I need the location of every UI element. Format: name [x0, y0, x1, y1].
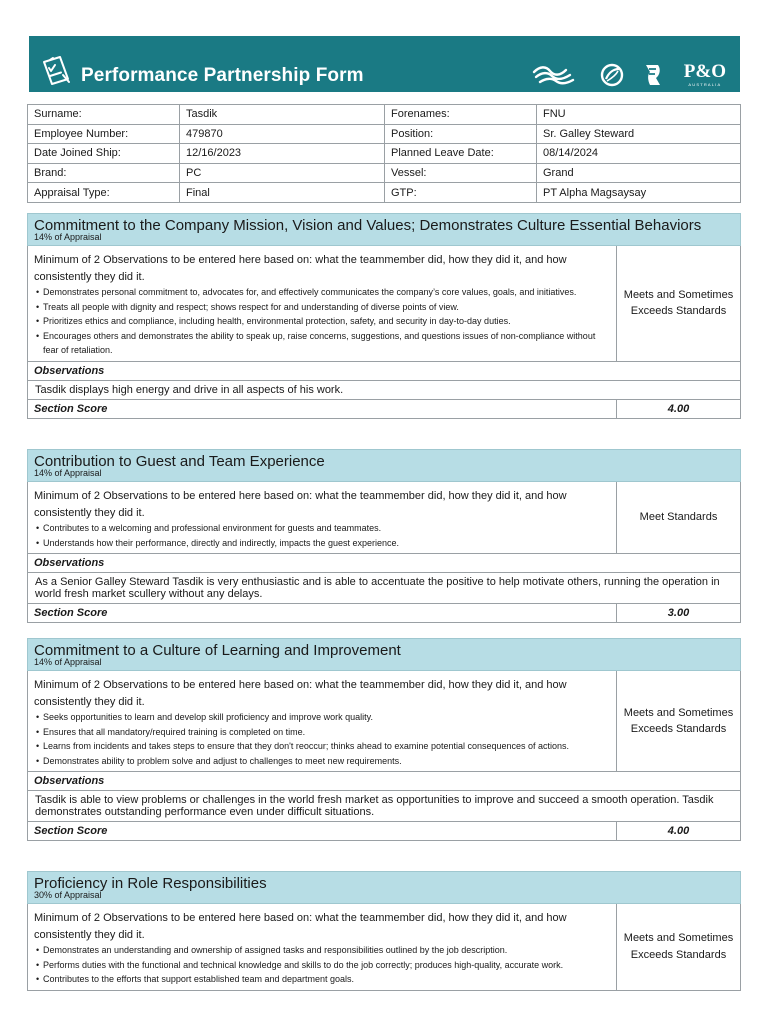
- section-header: [27, 871, 741, 904]
- section-rating: Meet Standards: [639, 511, 718, 524]
- section-weight: 14% of Appraisal: [34, 657, 102, 667]
- section-title: Commitment to a Culture of Learning and Improvement: [34, 642, 401, 659]
- employee-field-label: Planned Leave Date:: [385, 144, 537, 164]
- employee-field-value: 08/14/2024: [537, 144, 741, 164]
- section-criteria: [27, 246, 741, 362]
- form-header: [29, 36, 740, 92]
- employee-field-value: PC: [180, 163, 385, 183]
- po-logo-subtext: AUSTRALIA: [688, 82, 722, 87]
- criteria-description: [28, 904, 617, 990]
- observation-text: As a Senior Galley Steward Tasdik is very enthusiastic and is able to accentuate the positive to help motivate others, running the operation in world fresh market scullery without any delays.: [27, 573, 741, 604]
- section-score-row: [27, 400, 741, 419]
- employee-field-label: Brand:: [28, 163, 180, 183]
- section-criteria: [27, 671, 741, 772]
- criteria-bullet: • Demonstrates personal commitment to, advocates for, and effectively communicates the company’s core values, goals, and initiatives.: [34, 285, 610, 300]
- employee-row: [28, 105, 741, 125]
- appraisal-section: [27, 213, 741, 419]
- observations-label: Observations: [27, 362, 741, 381]
- observation-text: Tasdik displays high energy and drive in all aspects of his work.: [27, 381, 741, 400]
- employee-field-value: PT Alpha Magsaysay: [537, 183, 741, 203]
- criteria-intro: Minimum of 2 Observations to be entered here based on: what the teammember did, how they did it, and how consistently they did it.: [34, 490, 567, 519]
- employee-details-table: [27, 104, 741, 203]
- po-logo-text: P&O: [683, 61, 726, 82]
- criteria-intro: Minimum of 2 Observations to be entered here based on: what the teammember did, how they did it, and how consistently they did it.: [34, 912, 567, 941]
- checklist-icon: [38, 55, 74, 89]
- section-criteria: [27, 904, 741, 991]
- section-title: Commitment to the Company Mission, Vision and Values; Demonstrates Culture Essential Behaviors: [34, 217, 702, 234]
- sail-logo-icon: [642, 63, 664, 87]
- section-rating: Meets and Sometimes Exceeds Standards: [623, 706, 734, 736]
- section-title: Contribution to Guest and Team Experience: [34, 453, 325, 470]
- section-score-row: [27, 822, 741, 841]
- form-title: Performance Partnership Form: [81, 65, 364, 86]
- criteria-list: [34, 710, 610, 768]
- employee-field-value: Final: [180, 183, 385, 203]
- section-score-label: Section Score: [28, 604, 617, 622]
- criteria-intro: Minimum of 2 Observations to be entered here based on: what the teammember did, how they did it, and how consistently they did it.: [34, 254, 567, 283]
- employee-field-label: Position:: [385, 124, 537, 144]
- criteria-bullet: • Contributes to a welcoming and professional environment for guests and teammates.: [34, 521, 610, 536]
- employee-field-value: 479870: [180, 124, 385, 144]
- observations-label: Observations: [27, 772, 741, 791]
- section-criteria: [27, 482, 741, 554]
- section-rating: Meets and Sometimes Exceeds Standards: [623, 932, 734, 961]
- employee-row: [28, 144, 741, 164]
- criteria-bullet: • Demonstrates an understanding and ownership of assigned tasks and responsibilities outlined by the job description.: [34, 943, 610, 958]
- employee-field-label: Employee Number:: [28, 124, 180, 144]
- employee-field-label: Vessel:: [385, 163, 537, 183]
- section-weight: 14% of Appraisal: [34, 468, 102, 478]
- section-title: Proficiency in Role Responsibilities: [34, 875, 267, 892]
- section-score-value: 4.00: [667, 402, 690, 415]
- observations-label: Observations: [27, 554, 741, 573]
- po-logo: [684, 62, 726, 87]
- observation-text: Tasdik is able to view problems or challenges in the world fresh market as opportunities to improve and succeed a smooth operation. Tasdik demonstrates outstanding performance even under difficult situations.: [27, 791, 741, 822]
- employee-row: [28, 183, 741, 203]
- criteria-intro: Minimum of 2 Observations to be entered here based on: what the teammember did, how they did it, and how consistently they did it.: [34, 679, 567, 708]
- section-score-label: Section Score: [28, 400, 617, 418]
- section-score-label: Section Score: [28, 822, 617, 840]
- brand-logos: [532, 62, 726, 87]
- section-score-row: [27, 604, 741, 623]
- section-score-value: 4.00: [667, 825, 690, 838]
- employee-field-label: GTP:: [385, 183, 537, 203]
- criteria-list: [34, 943, 610, 987]
- circle-logo-icon: [600, 63, 624, 87]
- criteria-bullet: • Prioritizes ethics and compliance, including health, environmental protection, safety, and security in day-to-day duties.: [34, 314, 610, 329]
- criteria-bullet: • Understands how their performance, directly and indirectly, impacts the guest experience.: [34, 536, 610, 551]
- employee-field-value: 12/16/2023: [180, 144, 385, 164]
- criteria-description: [28, 671, 617, 771]
- criteria-bullet: • Encourages others and demonstrates the ability to speak up, raise concerns, suggestions, and questions issues of non-compliance without fear of retaliation.: [34, 329, 610, 358]
- section-header: [27, 213, 741, 246]
- employee-field-value: FNU: [537, 105, 741, 125]
- employee-field-label: Surname:: [28, 105, 180, 125]
- employee-field-value: Grand: [537, 163, 741, 183]
- section-weight: 30% of Appraisal: [34, 890, 102, 900]
- criteria-bullet: • Learns from incidents and takes steps to ensure that they don't reoccur; thinks ahead to examine potential consequences of actions.: [34, 739, 610, 754]
- criteria-description: [28, 482, 617, 553]
- employee-field-label: Forenames:: [385, 105, 537, 125]
- section-score-value: 3.00: [667, 607, 690, 620]
- criteria-description: [28, 246, 617, 361]
- criteria-bullet: • Demonstrates ability to problem solve and adjust to challenges to meet new requirements.: [34, 754, 610, 769]
- section-header: [27, 638, 741, 671]
- criteria-bullet: • Ensures that all mandatory/required training is completed on time.: [34, 725, 610, 740]
- criteria-bullet: • Performs duties with the functional and technical knowledge and skills to do the job correctly; produces high-quality, accurate work.: [34, 958, 610, 973]
- appraisal-section: [27, 871, 741, 991]
- employee-field-value: Sr. Galley Steward: [537, 124, 741, 144]
- employee-row: [28, 163, 741, 183]
- wave-logo-icon: [532, 64, 576, 86]
- employee-row: [28, 124, 741, 144]
- criteria-bullet: • Contributes to the efforts that support established team and department goals.: [34, 972, 610, 987]
- employee-field-value: Tasdik: [180, 105, 385, 125]
- criteria-bullet: • Seeks opportunities to learn and develop skill proficiency and improve work quality.: [34, 710, 610, 725]
- appraisal-section: [27, 449, 741, 623]
- section-header: [27, 449, 741, 482]
- criteria-bullet: • Treats all people with dignity and respect; shows respect for and understanding of diverse points of view.: [34, 300, 610, 315]
- appraisal-section: [27, 638, 741, 841]
- section-rating: Meets and Sometimes Exceeds Standards: [623, 288, 734, 318]
- employee-field-label: Date Joined Ship:: [28, 144, 180, 164]
- criteria-list: [34, 521, 610, 550]
- section-weight: 14% of Appraisal: [34, 232, 102, 242]
- employee-field-label: Appraisal Type:: [28, 183, 180, 203]
- criteria-list: [34, 285, 610, 358]
